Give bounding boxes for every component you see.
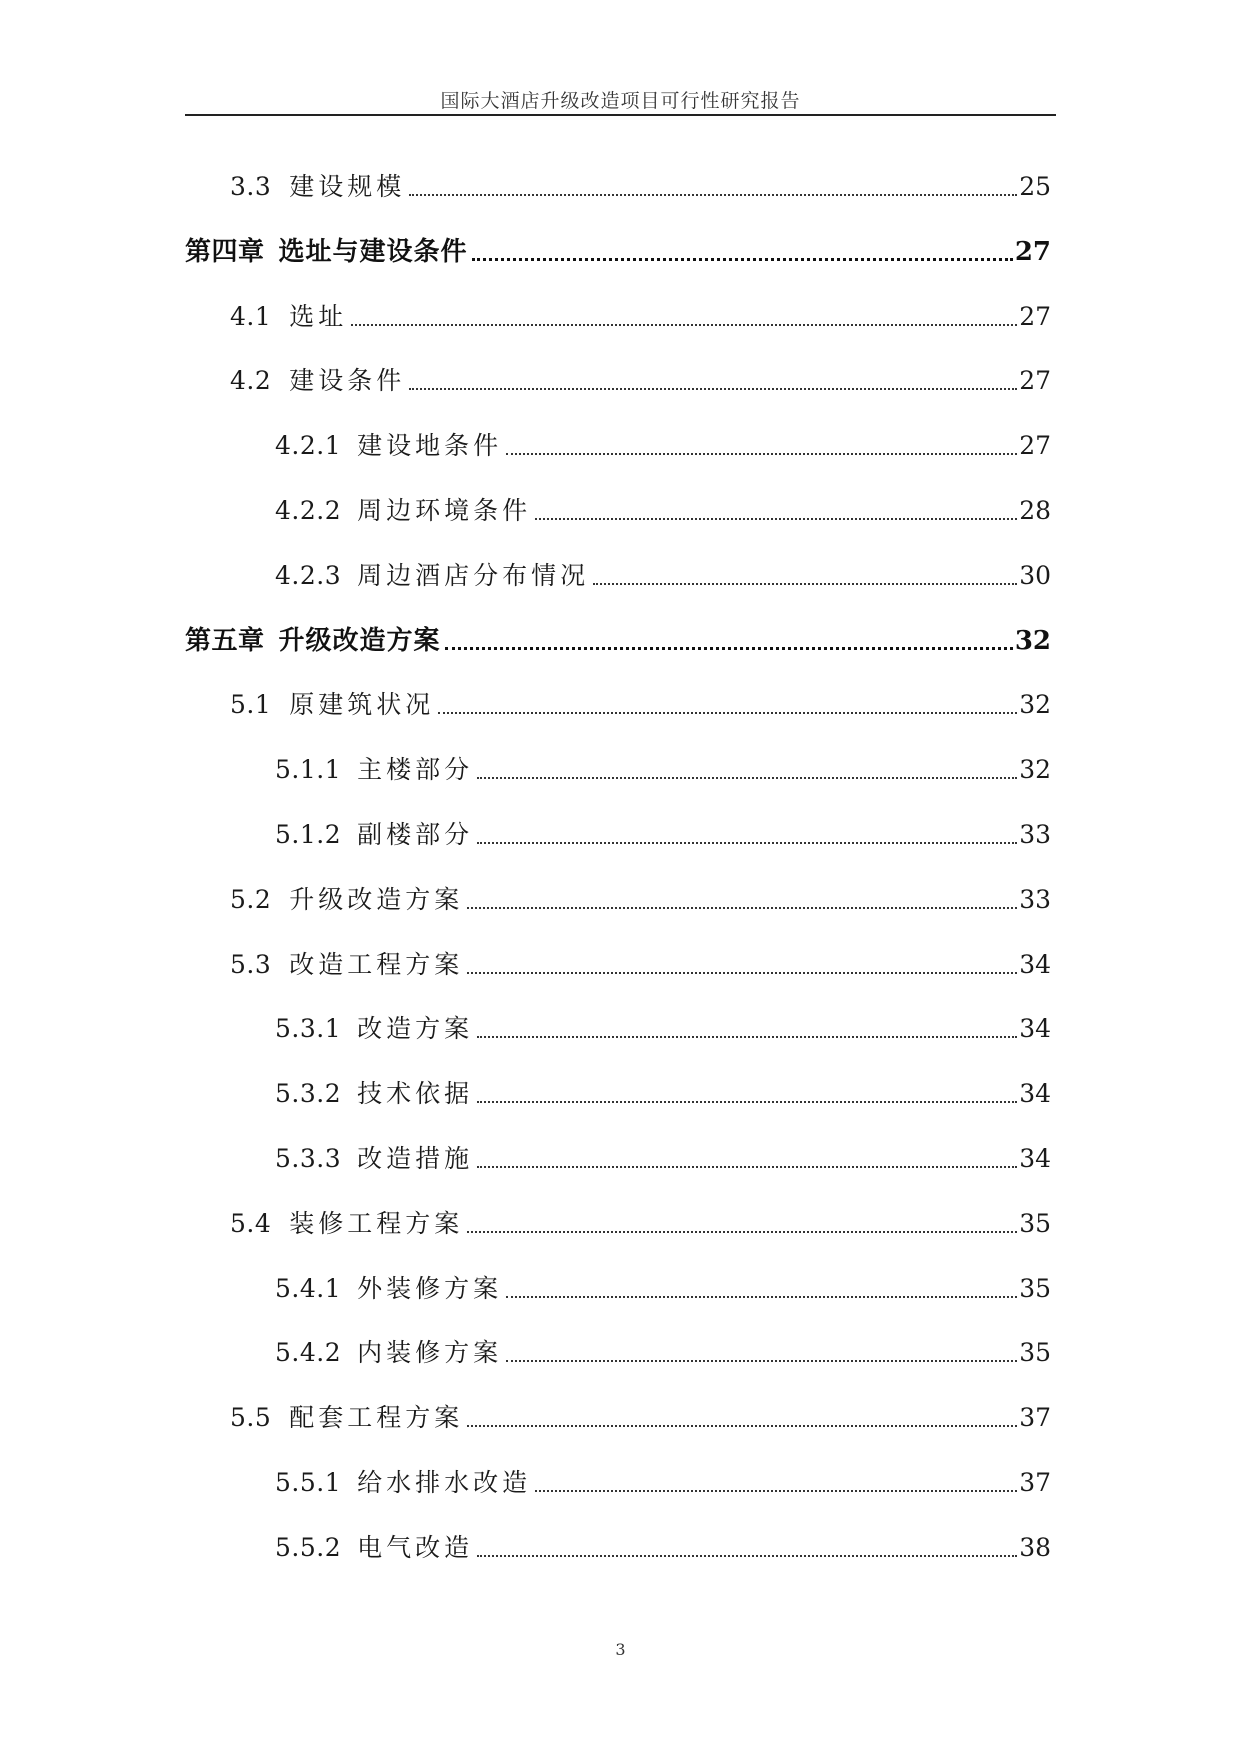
toc-entry-number: 5.5.2 [275,1532,342,1562]
toc-entry-page: 28 [1019,496,1051,525]
toc-entry[interactable] [275,486,1051,526]
toc-entry-page: 35 [1019,1208,1051,1238]
toc-entry-page: 32 [1019,690,1051,720]
toc-entry-page: 34 [1019,1079,1051,1109]
toc-entry[interactable] [185,616,1051,656]
toc-entry-page: 32 [1014,625,1051,656]
toc-entry-number: 5.2 [230,884,272,914]
dot-leader [467,972,1017,974]
toc-entry-page: 34 [1019,1144,1051,1173]
header-rule [185,114,1056,116]
dot-leader [477,1555,1017,1557]
toc-entry-number: 5.3 [230,949,272,979]
toc-entry-title: 建设条件 [289,366,406,396]
toc-entry-number: 5.4.2 [275,1338,342,1368]
toc-entry-title: 选址与建设条件 [278,236,468,267]
toc-entry[interactable] [185,227,1051,267]
toc-entry-title: 改造措施 [357,1144,474,1173]
toc-entry-page: 33 [1019,884,1051,914]
toc-entry[interactable] [230,292,1051,332]
dot-leader [477,777,1017,779]
toc-entry-title: 原建筑状况 [289,690,435,720]
toc-entry-title: 改造工程方案 [289,949,464,979]
dot-leader [467,907,1017,909]
dot-leader [467,1231,1017,1233]
toc-entry[interactable] [275,1069,1051,1109]
toc-entry-number: 4.2.2 [275,496,342,525]
toc-entry-number: 5.4.1 [275,1273,342,1303]
toc-entry-title: 主楼部分 [357,755,474,785]
toc-entry-title: 建设规模 [289,172,406,201]
dot-leader [535,518,1017,520]
toc-entry-number: 5.5 [230,1403,272,1433]
toc-entry-page: 38 [1019,1532,1051,1562]
toc-entry-number: 第五章 [185,625,265,656]
dot-leader [593,583,1017,585]
dot-leader [438,712,1017,714]
toc-entry-title: 升级改造方案 [289,884,464,914]
toc-entry-number: 4.2.1 [275,431,342,461]
toc-entry-title: 升级改造方案 [278,625,441,656]
toc-entry-title: 建设地条件 [357,431,503,461]
toc-entry-page: 34 [1019,1014,1051,1044]
toc-entry-number: 5.3.1 [275,1014,342,1044]
toc-entry[interactable] [230,680,1051,720]
toc-entry[interactable] [230,1393,1051,1433]
toc-entry-page: 27 [1019,366,1051,396]
running-header: 国际大酒店升级改造项目可行性研究报告 [440,90,801,112]
toc-entry-number: 5.1 [230,690,272,720]
dot-leader [506,1360,1017,1362]
toc-entry[interactable] [230,162,1051,202]
dot-leader [467,1425,1017,1427]
toc-entry[interactable] [275,1134,1051,1174]
toc-entry-title: 配套工程方案 [289,1403,464,1433]
toc-entry[interactable] [275,551,1051,591]
dot-leader [477,1166,1017,1168]
toc-entry-page: 30 [1019,560,1051,590]
toc-entry-page: 37 [1019,1468,1051,1497]
toc-entry-title: 给水排水改造 [357,1468,532,1497]
toc-entry-number: 4.2 [230,366,272,396]
dot-leader [409,194,1017,196]
toc-entry[interactable] [230,875,1051,915]
toc-entry-page: 37 [1019,1403,1051,1433]
toc-entry-title: 选址 [289,301,348,331]
toc-entry[interactable] [230,1199,1051,1239]
dot-leader [477,842,1017,844]
dot-leader [506,453,1017,455]
toc-entry-page: 34 [1019,949,1051,979]
dot-leader [472,258,1013,261]
toc-entry-page: 27 [1019,301,1051,331]
toc-entry-page: 33 [1019,820,1051,849]
toc-entry-number: 5.4 [230,1208,272,1238]
toc-entry-page: 35 [1019,1338,1051,1368]
toc-entry-number: 4.2.3 [275,560,342,590]
toc-entry-title: 周边环境条件 [357,496,532,525]
toc-entry-page: 32 [1019,755,1051,785]
dot-leader [351,324,1017,326]
toc-entry[interactable] [275,1458,1051,1498]
toc-entry-page: 27 [1014,236,1051,267]
dot-leader [535,1490,1017,1492]
dot-leader [445,647,1013,650]
toc-entry[interactable] [275,1523,1051,1563]
toc-entry[interactable] [275,1264,1051,1304]
toc-entry-title: 装修工程方案 [289,1208,464,1238]
toc-entry-number: 5.3.2 [275,1079,342,1109]
toc-entry-number: 5.1.1 [275,755,342,785]
toc-entry[interactable] [275,1004,1051,1044]
toc-entry-title: 电气改造 [357,1532,474,1562]
toc-entry[interactable] [275,810,1051,850]
dot-leader [409,388,1017,390]
toc-entry[interactable] [275,421,1051,461]
toc-entry-title: 副楼部分 [357,820,474,849]
toc-entry-number: 3.3 [230,172,272,201]
toc-entry-page: 35 [1019,1273,1051,1303]
toc-entry-title: 技术依据 [357,1079,474,1109]
page-number: 3 [615,1640,626,1659]
toc-entry-page: 27 [1019,431,1051,461]
dot-leader [477,1101,1017,1103]
toc-entry-title: 周边酒店分布情况 [357,560,590,590]
toc-entry[interactable] [230,356,1051,396]
toc-entry-title: 外装修方案 [357,1273,503,1303]
dot-leader [506,1296,1017,1298]
toc-entry-number: 5.5.1 [275,1468,342,1497]
toc-entry-number: 5.1.2 [275,820,342,849]
toc-entry[interactable] [230,940,1051,980]
toc-entry-page: 25 [1019,172,1051,201]
toc-entry[interactable] [275,745,1051,785]
dot-leader [477,1036,1017,1038]
toc-entry-number: 第四章 [185,236,265,267]
toc-entry-number: 4.1 [230,301,272,331]
toc-entry-number: 5.3.3 [275,1144,342,1173]
toc-entry-title: 内装修方案 [357,1338,503,1368]
toc-entry[interactable] [275,1328,1051,1368]
toc-entry-title: 改造方案 [357,1014,474,1044]
